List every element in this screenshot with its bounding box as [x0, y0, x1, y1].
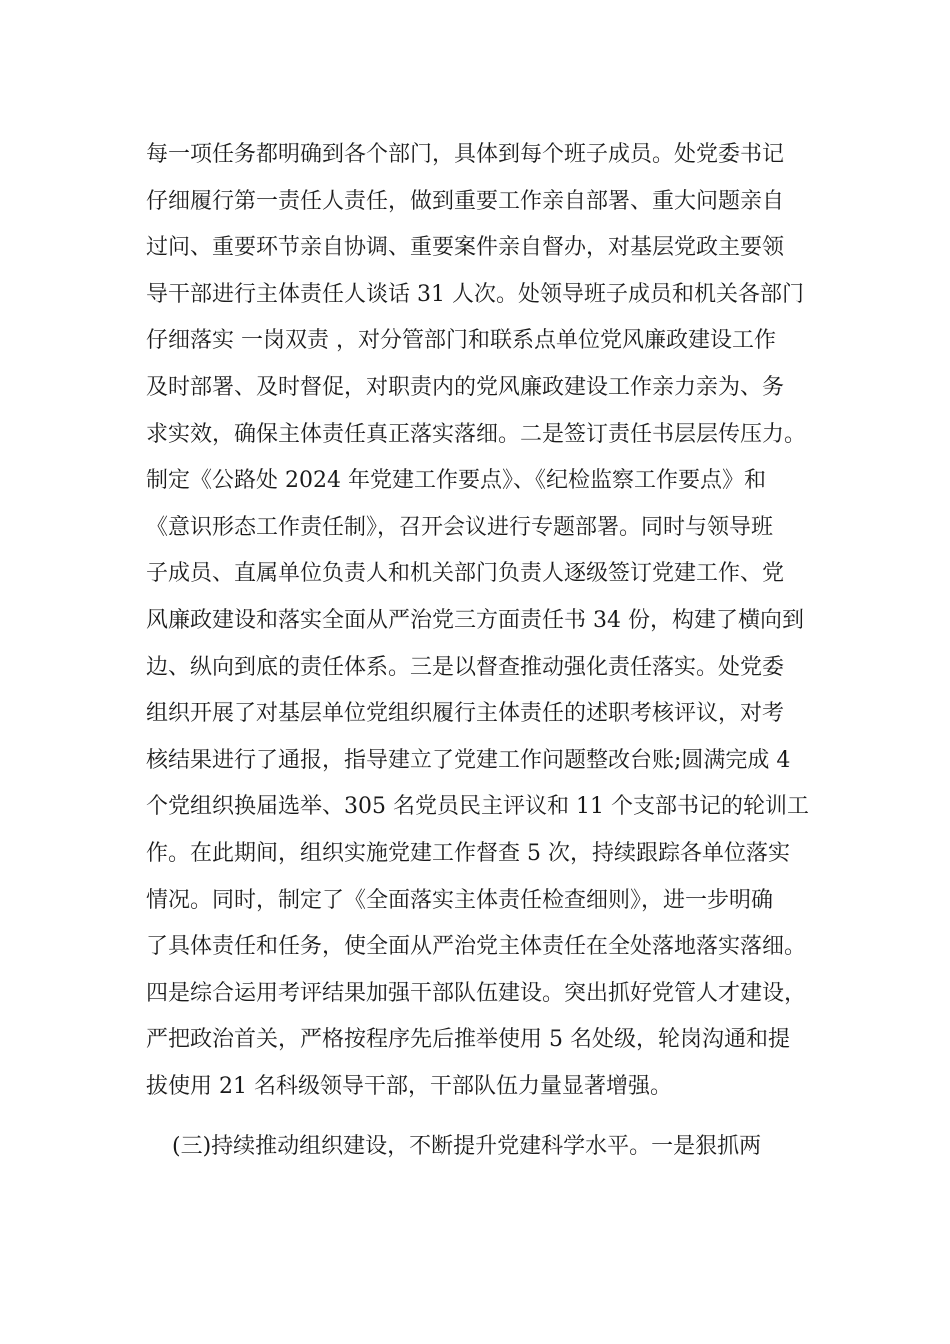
paragraph-line-13: 组织开展了对基层单位党组织履行主体责任的述职考核评议，对考 [146, 701, 785, 727]
section-heading-line: (三)持续推动组织建设，不断提升党建科学水平。一是狠抓两 [172, 1134, 762, 1160]
paragraph-line-8: 制定《公路处 2024 年党建工作要点》、《纪检监察工作要点》和 [146, 468, 766, 494]
paragraph-line-5: 仔细落实 一岗双责 ，对分管部门和联系点单位党风廉政建设工作 [146, 328, 776, 354]
paragraph-line-19: 四是综合运用考评结果加强干部队伍建设。突出抓好党管人才建设， [146, 980, 807, 1006]
paragraph-line-21: 拔使用 21 名科级领导干部，干部队伍力量显著增强。 [146, 1073, 672, 1099]
paragraph-line-12: 边、纵向到底的责任体系。三是以督查推动强化责任落实。处党委 [146, 654, 785, 680]
paragraph-line-9: 《意识形态工作责任制》，召开会议进行专题部署。同时与领导班 [146, 514, 774, 540]
paragraph-line-10: 子成员、直属单位负责人和机关部门负责人逐级签订党建工作、党 [146, 561, 785, 587]
paragraph-line-20: 严把政治首关，严格按程序先后推举使用 5 名处级，轮岗沟通和提 [146, 1027, 790, 1053]
paragraph-line-2: 仔细履行第一责任人责任，做到重要工作亲自部署、重大问题亲自 [146, 188, 785, 214]
paragraph-line-18: 了具体责任和任务，使全面从严治党主体责任在全处落地落实落细。 [146, 934, 807, 960]
paragraph-line-11: 风廉政建设和落实全面从严治党三方面责任书 34 份，构建了横向到 [146, 607, 804, 633]
paragraph-line-4: 导干部进行主体责任人谈话 31 人次。处领导班子成员和机关各部门 [146, 281, 804, 307]
paragraph-line-7: 求实效，确保主体责任真正落实落细。二是签订责任书层层传压力。 [146, 421, 807, 447]
paragraph-line-1: 每一项任务都明确到各个部门，具体到每个班子成员。处党委书记 [146, 142, 785, 167]
paragraph-line-15: 个党组织换届选举、305 名党员民主评议和 11 个支部书记的轮训工 [146, 794, 809, 820]
paragraph-line-17: 情况。同时，制定了《全面落实主体责任检查细则》，进一步明确 [146, 887, 774, 913]
body-text [146, 132, 836, 1171]
paragraph-line-14: 核结果进行了通报，指导建立了党建工作问题整改台账;圆满完成 4 [146, 747, 791, 773]
paragraph-line-3: 过问、重要环节亲自协调、重要案件亲自督办，对基层党政主要领 [146, 235, 785, 261]
paragraph-line-16: 作。在此期间，组织实施党建工作督查 5 次，持续跟踪各单位落实 [146, 840, 790, 866]
paragraph-line-6: 及时部署、及时督促，对职责内的党风廉政建设工作亲力亲为、务 [146, 374, 785, 400]
